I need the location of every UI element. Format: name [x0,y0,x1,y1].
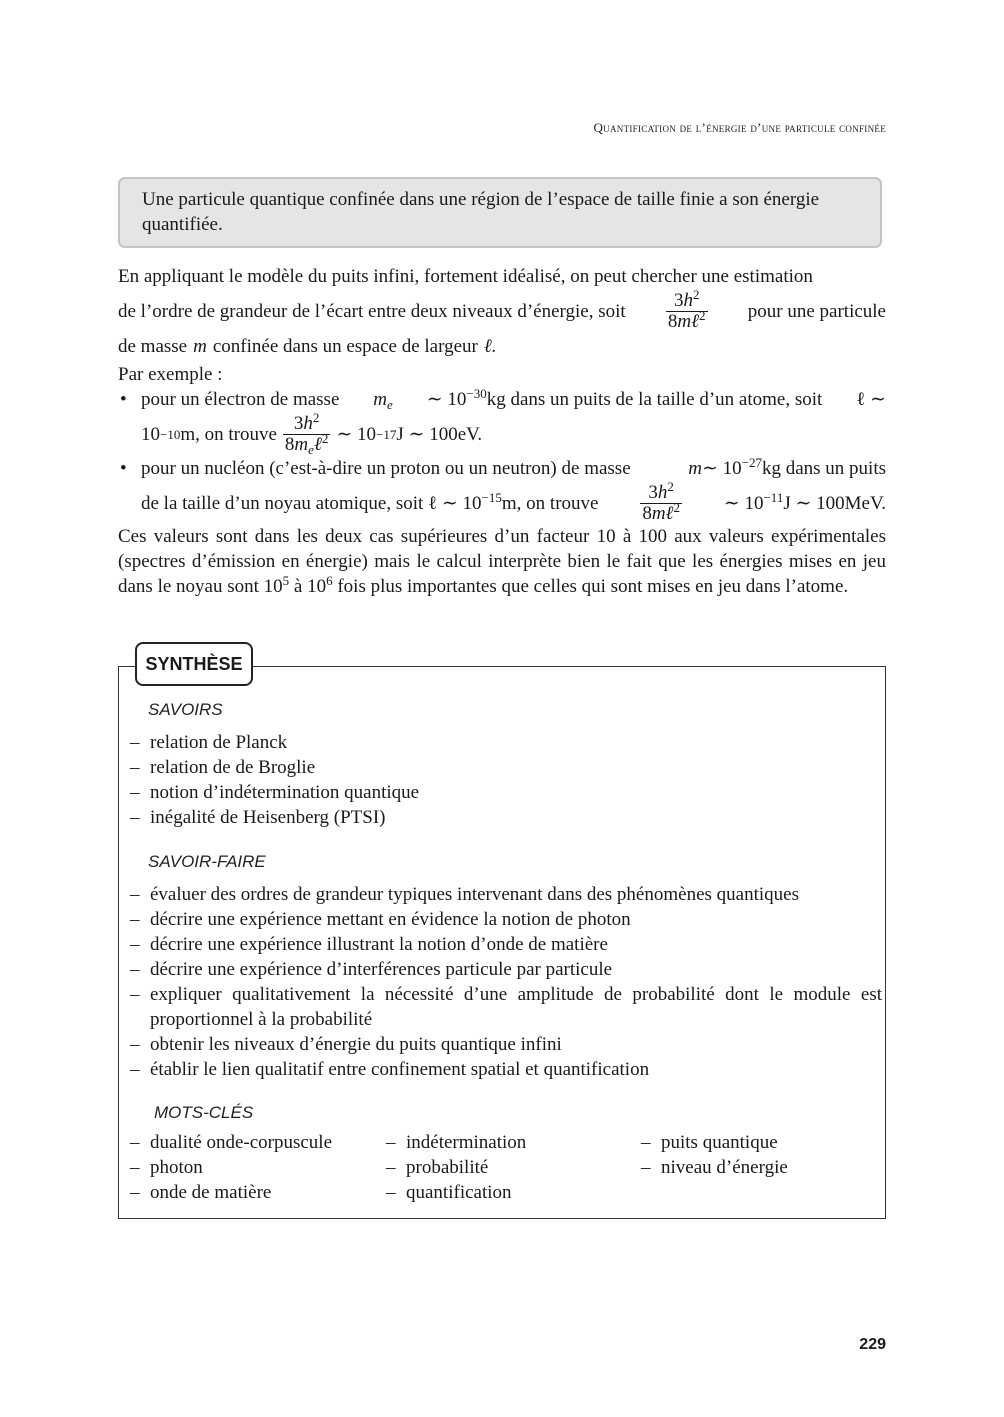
bullet-nucleon [118,456,886,524]
list-item: – quantification [386,1182,512,1203]
list-item: – photon [130,1157,203,1178]
list-item: – décrire une expérience d’interférences particule par particule [130,959,613,980]
paragraph1-line2 [118,287,886,332]
fraction-denominator: 8mℓ$^2$ [667,308,706,332]
paragraph1-line3: de masse m confinée dans un espace de largeur ℓ. [118,336,497,357]
bullet-dot: • [120,458,127,479]
key-statement-box: Une particule quantique confinée dans une région de l’espace de taille finie a son énergie quantifiée. [118,177,882,248]
bullet-nucleon-line1: pour un nucléon (c’est-à-dire un proton ou un neutron) de masse m∼ $10^{-27}kg$ dans un puits [141,455,886,479]
bullet-electron-line1: pour un électron de masse $m_e$ ∼ $10^{-30}kg$ dans un puits de la taille d’un atome, soit ℓ ∼ [141,386,886,412]
main-text [118,264,886,599]
list-item: – probabilité [386,1157,489,1178]
bullet-electron [118,387,886,455]
electron-fraction: $\frac{3h^2}{8m_e\ell^2}$ [284,410,329,457]
list-item: – obtenir les niveaux d’énergie du puits quantique infini [130,1034,562,1055]
list-item: – décrire une expérience illustrant la notion d’onde de matière [130,934,608,955]
mots-cles-col1 [130,1130,332,1205]
list-item: – puits quantique [641,1132,778,1153]
mots-cles-heading: MOTS-CLÉS [154,1103,254,1122]
bullet-dot: • [120,389,127,410]
list-item: – inégalité de Heisenberg (PTSI) [130,807,386,828]
list-item: – relation de de Broglie [130,757,316,778]
list-item: – onde de matière [130,1182,272,1203]
paragraph1-line2-end: pour une particule [747,301,886,322]
savoirs-heading: SAVOIRS [148,700,223,719]
mots-cles-col3 [641,1130,788,1180]
savoir-faire-heading: SAVOIR-FAIRE [148,852,266,871]
conclusion-paragraph: Ces valeurs sont dans les deux cas supérieures d’un facteur 10 à 100 aux valeurs expérimentales (spectres d’émission en énergie) mais le calcul interprète bien le fait que les énergies mises en jeu dans le noyau sont $10^5$ à $10^6$ fois plus importantes que celles qui sont mises en jeu dans l’atome. [118,526,886,597]
list-item: – indétermination [386,1132,527,1153]
par-exemple: Par exemple : [118,364,223,385]
energy-gap-fraction [666,287,708,332]
nucleon-fraction: $\frac{3h^2}{8m\ell^2}$ [642,479,680,524]
savoir-faire-list [130,882,882,1082]
list-item: – décrire une expérience mettant en évidence la notion de photon [130,909,631,930]
savoirs-list [130,730,882,830]
list-item: – expliquer qualitativement la nécessité d’une amplitude de probabilité dont le module est proportionnel à la probabilité [130,984,882,1030]
paragraph1-line1: En appliquant le modèle du puits infini, fortement idéalisé, on peut chercher une estimation [118,266,813,287]
fraction-numerator: $3h^2$ [673,287,700,311]
synthese-title: SYNTHÈSE [135,642,253,686]
list-item: – relation de Planck [130,732,288,753]
list-item: – établir le lien qualitatif entre confinement spatial et quantification [130,1059,650,1080]
paragraph1-line2-start: de l’ordre de grandeur de l’écart entre deux niveaux d’énergie, soit [118,301,626,322]
running-header: Quantification de l’énergie d’une particule confinée [593,120,886,135]
list-item: – dualité onde-corpuscule [130,1132,333,1153]
list-item: – niveau d’énergie [641,1157,788,1178]
list-item: – évaluer des ordres de grandeur typiques intervenant dans des phénomènes quantiques [130,884,799,905]
mots-cles-col2 [386,1130,526,1205]
page-number: 229 [859,1336,886,1353]
bullet-nucleon-line2: de la taille d’un noyau atomique, soit ℓ ∼ $10^{-15}m$, on trouve $\frac{3h^2}{8m\ell^2}$ ∼ $10^{-11}J$ ∼ 100MeV. [141,479,886,524]
list-item: – notion d’indétermination quantique [130,782,420,803]
bullet-electron-line2: 10 −10 m, on trouve $\frac{3h^2}{8m_e\ell^2}$ ∼ 10 −17 J ∼ 100eV. [141,410,483,457]
